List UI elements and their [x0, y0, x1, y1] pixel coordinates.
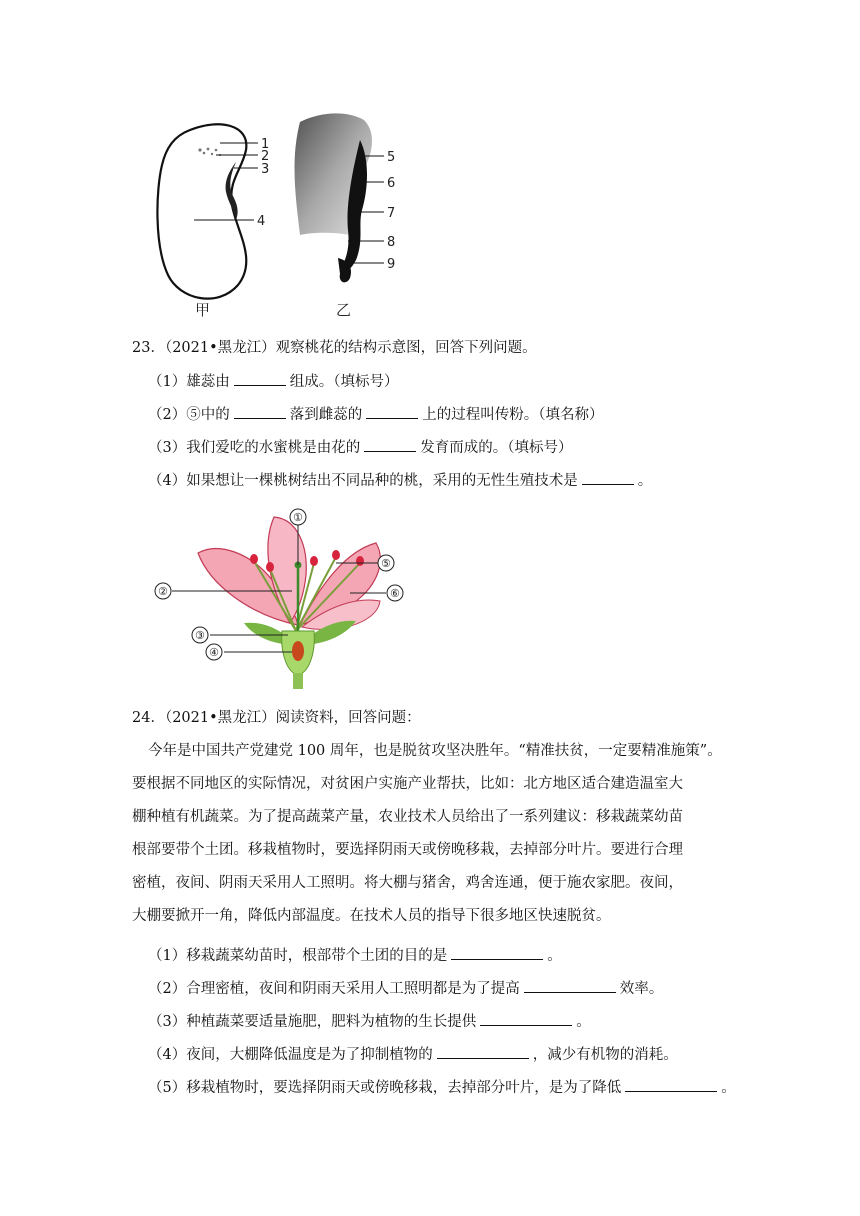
answer-blank[interactable]	[234, 371, 286, 386]
q24-part5-text-b: 。	[721, 1080, 736, 1096]
q24-part2-text-a: （2）合理密植，夜间和阴雨天采用人工照明都是为了提高	[148, 981, 520, 997]
q24-part2	[148, 978, 663, 999]
q24-part4-text-a: （4）夜间，大棚降低温度是为了抑制植物的	[148, 1047, 433, 1063]
q24-part2-text-b: 效率。	[619, 981, 664, 997]
q23-part2-text-b: 落到雌蕊的	[289, 407, 363, 423]
caption-jia: 甲	[195, 301, 211, 319]
q24-stem: 24．（2021•黑龙江）阅读资料，回答问题：	[132, 710, 421, 726]
q23-part2-text-c: 上的过程叫传粉。（填名称）	[422, 407, 604, 423]
q24-part1-text-a: （1）移栽蔬菜幼苗时，根部带个土团的目的是	[148, 948, 448, 964]
answer-blank[interactable]	[234, 404, 286, 419]
seed-label-5: 5	[387, 150, 396, 165]
flower-stalk	[293, 673, 303, 689]
q24-part1	[148, 945, 562, 966]
flower-label-5: ⑤	[381, 557, 391, 570]
q24-part4-text-b: ，减少有机物的消耗。	[532, 1047, 678, 1063]
q23-part4	[148, 470, 652, 491]
seed-label-9: 9	[387, 257, 396, 272]
seed-label-4: 4	[257, 214, 266, 229]
seed-label-2: 2	[261, 149, 270, 164]
q24-para-line-5: 密植，夜间、阴雨天采用人工照明。将大棚与猪舍，鸡舍连通，便于施农家肥。夜间，	[132, 875, 683, 891]
q23-part1	[148, 371, 398, 392]
q23-part1-text-b: 组成。（填标号）	[289, 374, 399, 390]
q24-para-line-3: 棚种植有机蔬菜。为了提高蔬菜产量，农业技术人员给出了一系列建议：移栽蔬菜幼苗	[132, 809, 683, 825]
flower-label-4: ④	[209, 646, 219, 659]
q24-part5	[148, 1077, 736, 1098]
flower-label-3: ③	[195, 629, 205, 642]
caption-yi: 乙	[336, 301, 352, 319]
answer-blank[interactable]	[364, 437, 416, 452]
answer-blank[interactable]	[480, 1011, 572, 1026]
ovary	[292, 641, 304, 661]
q23-part1-text-a: （1）雄蕊由	[148, 374, 230, 390]
seed-label-6: 6	[387, 176, 396, 191]
seed-diagram	[150, 110, 410, 325]
flower-diagram	[150, 505, 415, 690]
flower-label-2: ②	[158, 585, 168, 598]
seed-label-1: 1	[261, 137, 270, 152]
q23-part4-text-a: （4）如果想让一棵桃树结出不同品种的桃，采用的无性生殖技术是	[148, 473, 578, 489]
q24-part1-text-b: 。	[547, 948, 562, 964]
answer-blank[interactable]	[451, 945, 543, 960]
answer-blank[interactable]	[524, 978, 616, 993]
q23-part2	[148, 404, 603, 425]
q23-part4-text-b: 。	[637, 473, 653, 489]
seed-label-8: 8	[387, 235, 396, 250]
q24-part3-text-b: 。	[576, 1014, 591, 1030]
q24-part3-text-a: （3）种植蔬菜要适量施肥，肥料为植物的生长提供	[148, 1014, 477, 1030]
q24-part3	[148, 1011, 591, 1032]
seed-label-3: 3	[261, 162, 270, 177]
q23-part3-text-b: 发育而成的。（填标号）	[420, 440, 573, 456]
flower-label-1: ①	[293, 511, 303, 524]
q24-part5-text-a: （5）移栽植物时，要选择阴雨天或傍晚移栽，去掉部分叶片，是为了降低	[148, 1080, 622, 1096]
flower-label-6: ⑥	[390, 587, 400, 600]
q24-para-line-1: 今年是中国共产党建党 100 周年，也是脱贫攻坚决胜年。“精准扶贫，一定要精准施策”。	[148, 743, 722, 759]
seed-label-7: 7	[387, 206, 396, 221]
q23-stem: 23．（2021•黑龙江）观察桃花的结构示意图，回答下列问题。	[132, 340, 537, 356]
q23-part2-text-a: （2）⑤中的	[148, 407, 230, 423]
q24-para-line-2: 要根据不同地区的实际情况，对贫困户实施产业帮扶，比如：北方地区适合建造温室大	[132, 776, 683, 792]
flower-figure	[150, 505, 415, 690]
q24-para-line-4: 根部要带个土团。移栽植物时，要选择阴雨天或傍晚移栽，去掉部分叶片。要进行合理	[132, 842, 683, 858]
answer-blank[interactable]	[366, 404, 418, 419]
answer-blank[interactable]	[625, 1077, 717, 1092]
q24-para-line-6: 大棚要掀开一角，降低内部温度。在技术人员的指导下很多地区快速脱贫。	[132, 908, 611, 924]
bean-seed-outline	[157, 124, 246, 298]
answer-blank[interactable]	[582, 470, 634, 485]
answer-blank[interactable]	[437, 1044, 529, 1059]
seed-figure	[150, 110, 410, 325]
q23-part3-text-a: （3）我们爱吃的水蜜桃是由花的	[148, 440, 361, 456]
q24-part4	[148, 1044, 678, 1065]
q23-part3	[148, 437, 572, 458]
